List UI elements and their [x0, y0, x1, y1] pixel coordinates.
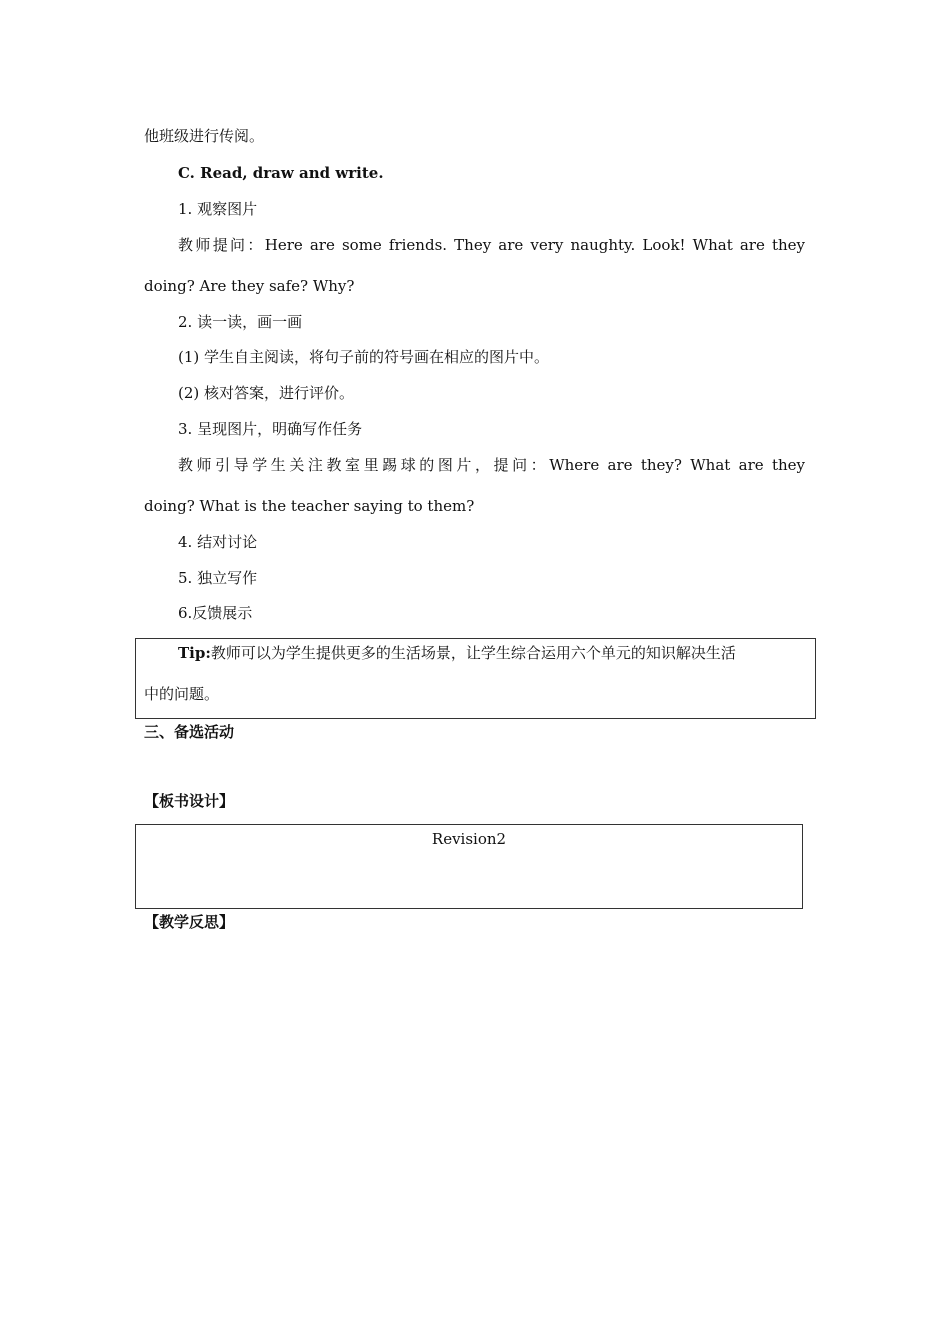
sub-step-line: (2) 核对答案，进行评价。 [178, 384, 355, 402]
step-line: 2. 读一读，画一画 [178, 313, 303, 331]
paragraph-line: doing? Are they safe? Why? [144, 277, 355, 295]
section-heading-reflection: 【教学反思】 [144, 913, 235, 931]
step-line: 4. 结对讨论 [178, 533, 258, 551]
tip-text: 教师可以为学生提供更多的生活场景，让学生综合运用六个单元的知识解决生活 [210, 644, 736, 662]
step-line: 5. 独立写作 [178, 569, 258, 587]
paragraph-line: 教师引导学生关注教室里踢球的图片，提问：Where are they? What are they [178, 456, 805, 474]
sub-step-line: (1) 学生自主阅读，将句子前的符号画在相应的图片中。 [178, 348, 550, 366]
step-line: 6.反馈展示 [178, 604, 253, 622]
tip-box [135, 638, 816, 719]
step-line: 1. 观察图片 [178, 200, 258, 218]
paragraph-line: 教师提问：Here are some friends. They are very naughty. Look! What are they [178, 236, 805, 254]
tip-second-line: 中的问题。 [144, 685, 220, 703]
tip-label: Tip: [178, 644, 211, 662]
step-line: 3. 呈现图片，明确写作任务 [178, 420, 363, 438]
section-heading-board-design: 【板书设计】 [144, 792, 235, 810]
board-design-box [135, 824, 803, 909]
board-title: Revision2 [431, 830, 507, 848]
activity-heading: C. Read, draw and write. [178, 164, 384, 182]
tip-first-line [178, 643, 736, 663]
paragraph-line: doing? What is the teacher saying to them? [144, 497, 475, 515]
section-heading-optional: 三、备选活动 [144, 723, 235, 741]
paragraph-line: 他班级进行传阅。 [144, 127, 265, 145]
